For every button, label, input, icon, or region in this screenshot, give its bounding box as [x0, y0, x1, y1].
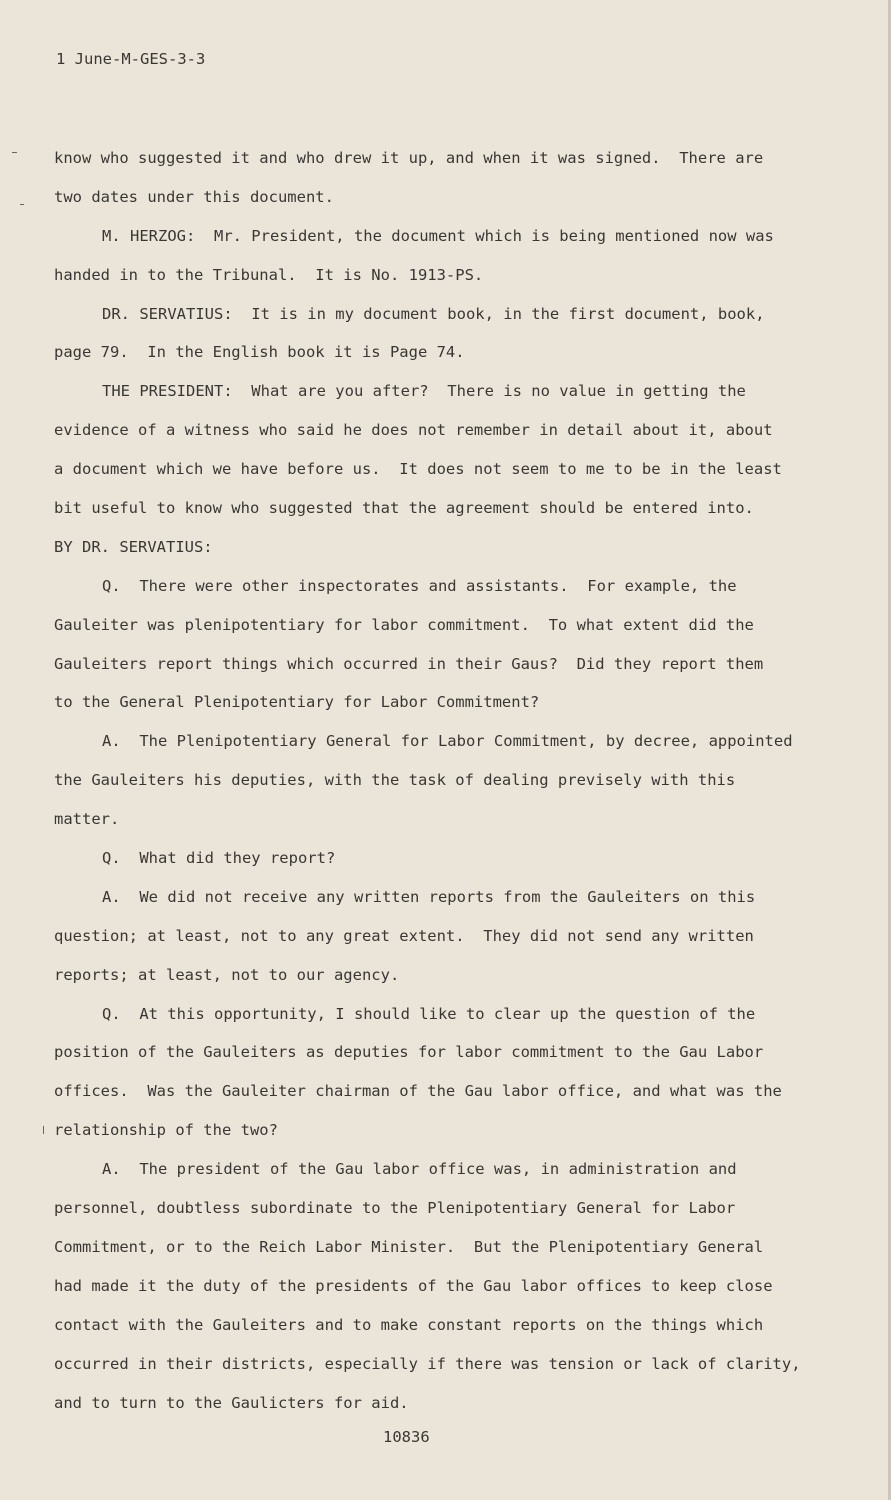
text-line: reports; at least, not to our agency.: [54, 965, 400, 984]
text-line: know who suggested it and who drew it up, and when it was signed. There are: [54, 149, 764, 167]
page-number: 10836: [383, 1428, 430, 1446]
text-line: two dates under this document.: [54, 187, 334, 206]
text-line: DR. SERVATIUS: It is in my document book, in the first document, book,: [102, 304, 765, 323]
text-line: Q. There were other inspectorates and assistants. For example, the: [102, 576, 737, 595]
text-line: the Gauleiters his deputies, with the task of dealing previsely with this: [54, 771, 736, 790]
margin-mark: [12, 152, 17, 153]
text-line: Gauleiter was plenipotentiary for labor commitment. To what extent did the: [54, 615, 754, 634]
text-line: M. HERZOG: Mr. President, the document which is being mentioned now was: [102, 226, 774, 245]
text-line: Q. At this opportunity, I should like to clear up the question of the: [102, 1004, 756, 1023]
margin-mark: [43, 1126, 44, 1134]
text-line: matter.: [54, 810, 120, 829]
text-line: THE PRESIDENT: What are you after? There is no value in getting the: [102, 382, 746, 401]
text-line: a document which we have before us. It does not seem to me to be in the least: [54, 460, 782, 479]
document-id: 1 June-M-GES-3-3: [56, 50, 206, 68]
text-line: and to turn to the Gaulicters for aid.: [54, 1393, 409, 1412]
text-line: to the General Plenipotentiary for Labor Commitment?: [54, 693, 540, 712]
text-line: Gauleiters report things which occurred in their Gaus? Did they report them: [54, 654, 764, 673]
text-line: relationship of the two?: [54, 1121, 278, 1140]
text-line: A. The president of the Gau labor office was, in administration and: [102, 1160, 737, 1179]
text-line: personnel, doubtless subordinate to the Plenipotentiary General for Labor: [54, 1199, 736, 1218]
text-line: position of the Gauleiters as deputies for labor commitment to the Gau Labor: [54, 1043, 764, 1062]
text-line: handed in to the Tribunal. It is No. 1913-PS.: [54, 265, 484, 284]
text-line: A. The Plenipotentiary General for Labor Commitment, by decree, appointed: [102, 732, 793, 751]
margin-mark: [20, 204, 24, 205]
text-line: Commitment, or to the Reich Labor Minister. But the Plenipotentiary General: [54, 1237, 764, 1256]
text-line: question; at least, not to any great extent. They did not send any written: [54, 926, 754, 945]
text-line: had made it the duty of the presidents of the Gau labor offices to keep close: [54, 1276, 773, 1295]
text-line: Q. What did they report?: [102, 849, 336, 868]
text-line: contact with the Gauleiters and to make constant reports on the things which: [54, 1315, 764, 1334]
text-line: A. We did not receive any written reports from the Gauleiters on this: [102, 887, 756, 906]
text-line: evidence of a witness who said he does not remember in detail about it, about: [54, 421, 773, 440]
text-line: occurred in their districts, especially if there was tension or lack of clarity,: [54, 1354, 801, 1373]
text-line: offices. Was the Gauleiter chairman of the Gau labor office, and what was the: [54, 1082, 782, 1101]
transcript-body: [54, 139, 834, 1422]
text-line: bit useful to know who suggested that the agreement should be entered into.: [54, 499, 754, 518]
text-line: page 79. In the English book it is Page 74.: [54, 343, 465, 362]
text-line: BY DR. SERVATIUS:: [54, 537, 213, 556]
